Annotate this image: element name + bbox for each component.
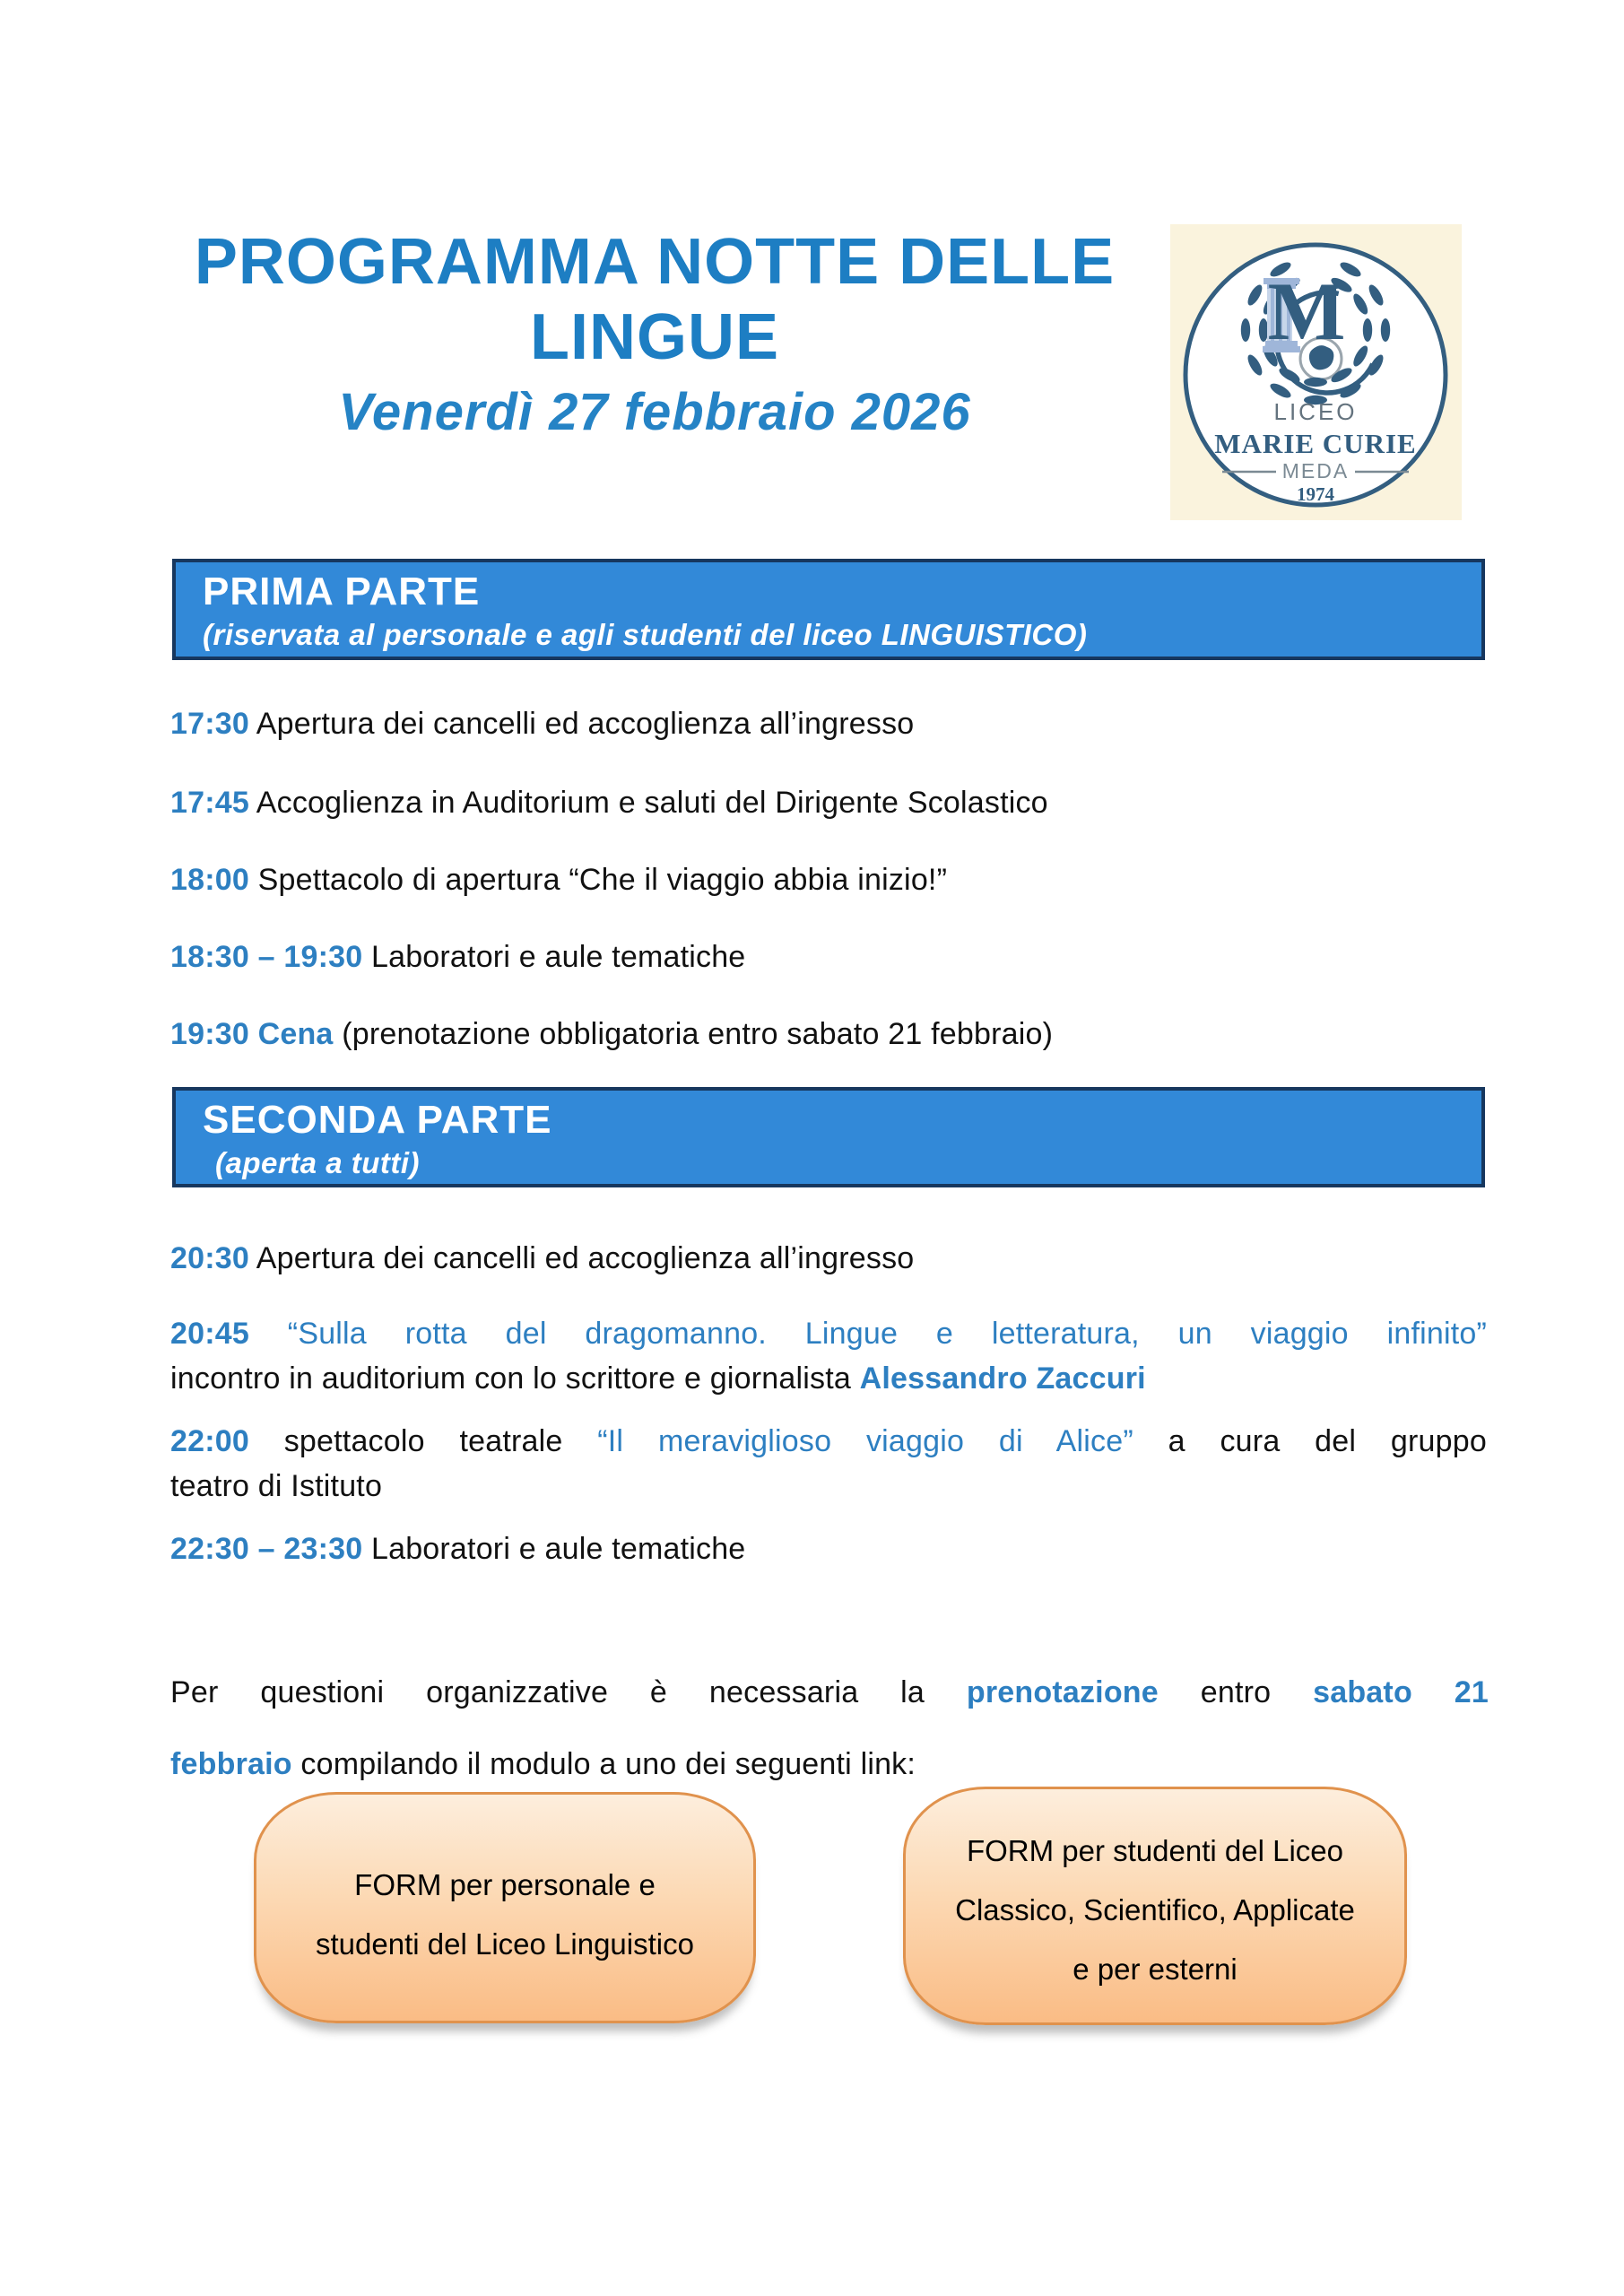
schedule-item: 22:00 spettacolo teatrale “Il meraviglioso viaggio di Alice” a cura del gruppo <box>170 1424 1487 1458</box>
section-banner-prima-parte <box>172 559 1485 660</box>
section-subheading: (riservata al personale e agli studenti del liceo LINGUISTICO) <box>203 617 1088 651</box>
section-banner-seconda-parte <box>172 1087 1485 1187</box>
schedule-item: 19:30 Cena (prenotazione obbligatoria entro sabato 21 febbraio) <box>170 1017 1054 1051</box>
form-link-classico-button[interactable]: FORM per studenti del Liceo Classico, Scientifico, Applicate e per esterni <box>903 1787 1407 2025</box>
schedule-item: teatro di Istituto <box>170 1469 383 1503</box>
monogram-m: M <box>1267 265 1346 357</box>
section-subheading: (aperta a tutti) <box>215 1145 421 1179</box>
reservation-note: febbraio compilando il modulo a uno dei seguenti link: <box>170 1747 916 1781</box>
schedule-item: incontro in auditorium con lo scrittore e giornalista Alessandro Zaccuri <box>170 1361 1146 1396</box>
schedule-item: 20:45 “Sulla rotta del dragomanno. Lingue e letteratura, un viaggio infinito” <box>170 1317 1487 1351</box>
schedule-item: 18:00 Spettacolo di apertura “Che il viaggio abbia inizio!” <box>170 863 948 897</box>
schedule-item: 18:30 – 19:30 Laboratori e aule tematiche <box>170 940 746 974</box>
schedule-item: 22:30 – 23:30 Laboratori e aule tematiche <box>170 1532 746 1566</box>
logo-name-label: MARIE CURIE <box>1214 428 1417 459</box>
school-crest-icon <box>1170 224 1462 520</box>
form-link-linguistico-button[interactable]: FORM per personale e studenti del Liceo Linguistico <box>254 1792 756 2023</box>
schedule-item: 17:45 Accoglienza in Auditorium e saluti del Dirigente Scolastico <box>170 786 1048 820</box>
school-logo <box>1170 224 1462 520</box>
page-subtitle: Venerdì 27 febbraio 2026 <box>338 383 971 442</box>
header <box>135 224 1175 442</box>
schedule-item: 17:30 Apertura dei cancelli ed accoglienza all’ingresso <box>170 707 915 741</box>
page-title: PROGRAMMA NOTTE DELLE LINGUE <box>194 226 1116 374</box>
reservation-note: Per questioni organizzative è necessaria la prenotazione entro sabato 21 <box>170 1675 1489 1709</box>
section-heading: SECONDA PARTE <box>203 1098 552 1142</box>
section-heading: PRIMA PARTE <box>203 570 481 613</box>
logo-liceo-label: LICEO <box>1273 398 1358 425</box>
logo-city-label: MEDA <box>1281 459 1350 483</box>
schedule-item: 20:30 Apertura dei cancelli ed accoglienza all’ingresso <box>170 1241 915 1275</box>
logo-year-label: 1974 <box>1297 483 1334 505</box>
